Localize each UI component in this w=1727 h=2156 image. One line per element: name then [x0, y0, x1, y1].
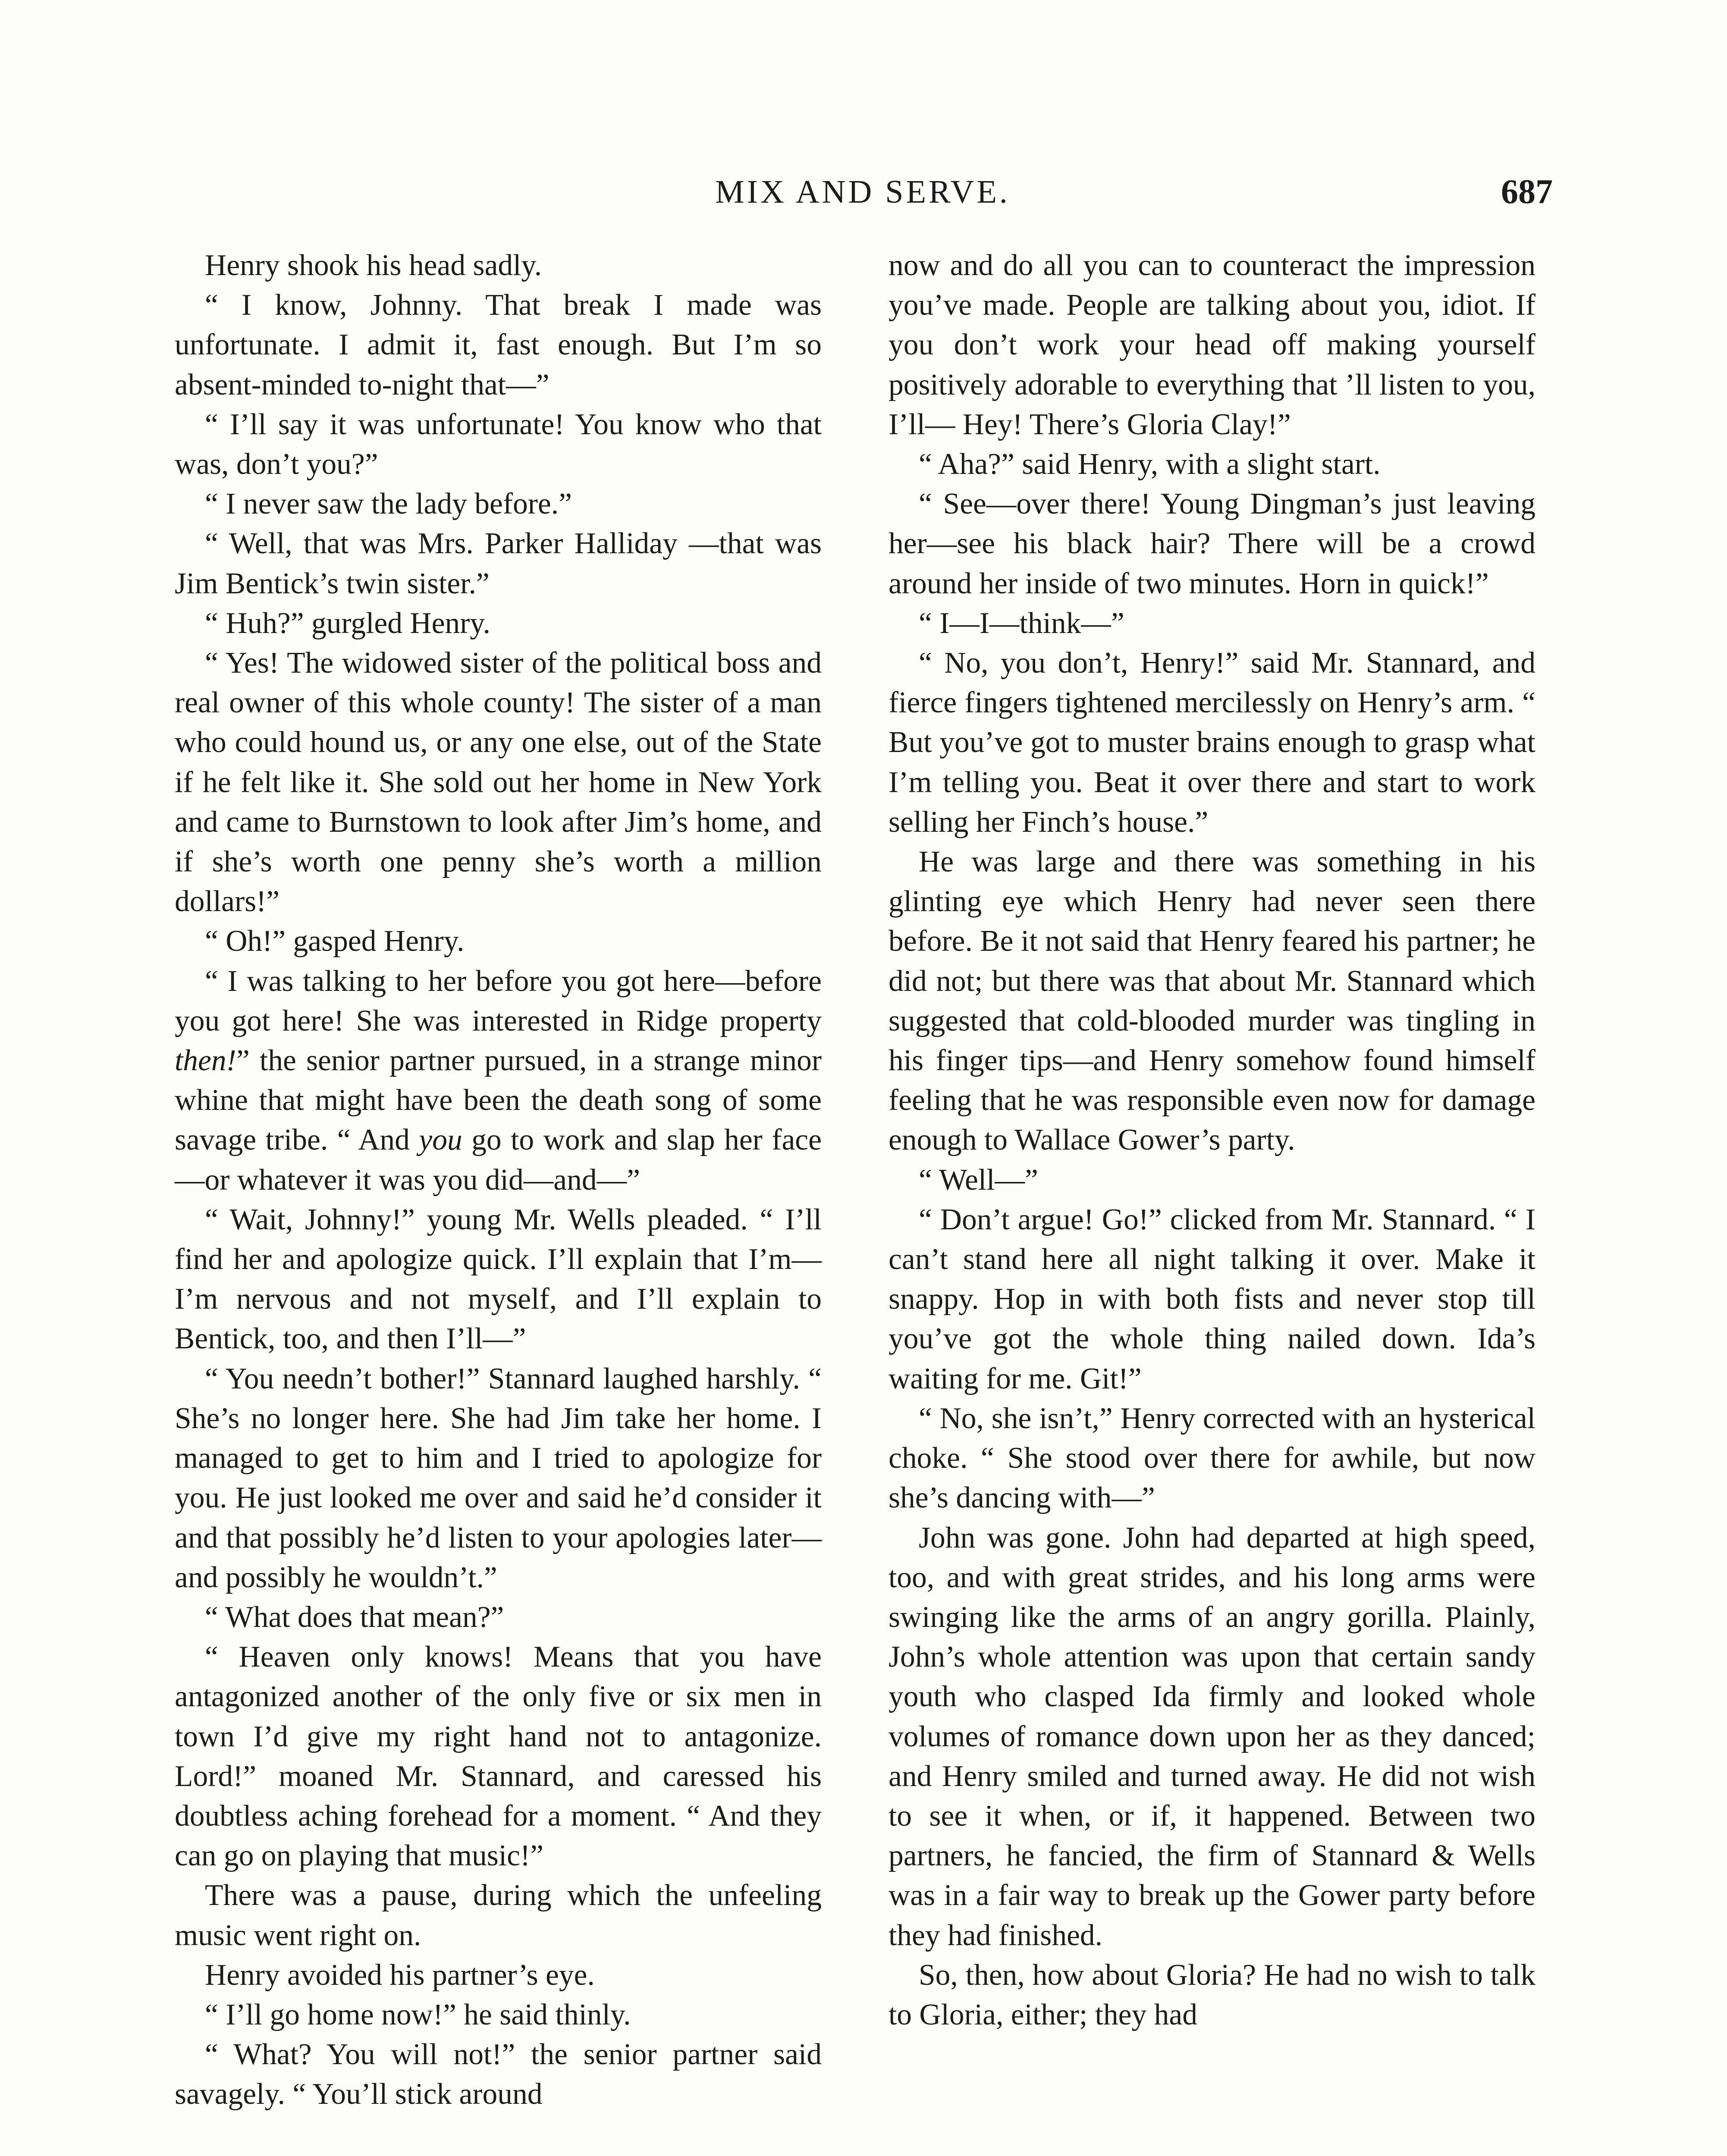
- paragraph: “ Huh?” gurgled Henry.: [205, 606, 490, 640]
- page-number: 687: [1501, 173, 1553, 211]
- paragraph: “ I never saw the lady before.”: [205, 487, 572, 521]
- paragraph: “ Heaven only knows! Means that you have antagonized another of the only five or six men in town I’d give my right hand not to antagonize. Lord!” moaned Mr. Stannard, and caressed his doubtless aching forehead for a moment. “ And they can go on playing that music!”: [175, 1640, 822, 1873]
- paragraph: So, then, how about Gloria? He had no wish to talk to Gloria, either; they had: [889, 1958, 1535, 2031]
- paragraph: There was a pause, during which the unfeeling music went right on.: [175, 1879, 822, 1952]
- emphasis-text: then!: [175, 1044, 236, 1078]
- paragraph: “ I’ll say it was unfortunate! You know who that was, don’t you?”: [175, 407, 822, 481]
- paragraph: “ You needn’t bother!” Stannard laughed harshly. “ She’s no longer here. She had Jim take her home. I managed to get to him and I tried to apologize for you. He just looked me over and said he’d consider it and that possibly he’d listen to your apologies later—and possibly he wouldn’t.”: [175, 1362, 822, 1594]
- paragraph: now and do all you can to counteract the impression you’ve made. People are talking about you, idiot. If you don’t work your head off making yourself positively adorable to everything that ’ll listen to you, I’ll— Hey! There’s Gloria Clay!”: [889, 249, 1535, 441]
- paragraph: “ I know, Johnny. That break I made was unfortunate. I admit it, fast enough. But I’m so absent-minded to-night that—”: [175, 288, 822, 401]
- page-header: [173, 168, 1553, 216]
- paragraph: Henry avoided his partner’s eye.: [205, 1958, 595, 1992]
- text-run: “ I was talking to her before you got here—before you got here! She was interested in Ridge property: [175, 964, 822, 1037]
- paragraph: “ Oh!” gasped Henry.: [205, 924, 465, 958]
- text-run: go to work and slap her face—or whatever it was you did—and—”: [175, 1123, 822, 1197]
- left-text-column: [175, 246, 822, 2115]
- paragraph: “ Well—”: [919, 1163, 1038, 1197]
- paragraph: “ Well, that was Mrs. Parker Halliday —that was Jim Bentick’s twin sister.”: [175, 527, 822, 600]
- paragraph: “ No, she isn’t,” Henry corrected with an hysterical choke. “ She stood over there for awhile, but now she’s dancing with—”: [889, 1401, 1535, 1515]
- emphasis-text: you: [419, 1123, 462, 1157]
- paragraph: He was large and there was something in his glinting eye which Henry had never seen there before. Be it not said that Henry feared his partner; he did not; but there was that about Mr. Stannard which suggested that cold-blooded murder was tingling in his finger tips—and Henry somehow found himself feeling that he was responsible even now for damage enough to Wallace Gower’s party.: [889, 845, 1535, 1157]
- paragraph: “ What does that mean?”: [205, 1600, 504, 1634]
- running-title: MIX AND SERVE.: [715, 174, 1010, 210]
- paragraph: “ I—I—think—”: [919, 606, 1124, 640]
- paragraph: [175, 962, 822, 1200]
- paragraph: “ See—over there! Young Dingman’s just leaving her—see his black hair? There will be a crowd around her inside of two minutes. Horn in quick!”: [889, 487, 1535, 600]
- paragraph: “ No, you don’t, Henry!” said Mr. Stannard, and fierce fingers tightened mercilessly on Henry’s arm. “ But you’ve got to muster brains enough to grasp what I’m telling you. Beat it over there and start to work selling her Finch’s house.”: [889, 646, 1535, 839]
- paragraph: “ Wait, Johnny!” young Mr. Wells pleaded. “ I’ll find her and apologize quick. I’ll explain that I’m—I’m nervous and not myself, and I’ll explain to Bentick, too, and then I’ll—”: [175, 1203, 822, 1356]
- paragraph: Henry shook his head sadly.: [205, 249, 542, 282]
- right-text-column: [889, 246, 1535, 2035]
- paragraph: “ Aha?” said Henry, with a slight start.: [919, 448, 1381, 481]
- paragraph: “ Yes! The widowed sister of the political boss and real owner of this whole county! The sister of a man who could hound us, or any one else, out of the State if he felt like it. She sold out her home in New York and came to Burnstown to look after Jim’s home, and if she’s worth one penny she’s worth a million dollars!”: [175, 646, 822, 918]
- text-run: ” the senior partner pursued, in a strange minor whine that might have been the death song of some savage tribe. “ And: [175, 1044, 822, 1157]
- paragraph: “ I’ll go home now!” he said thinly.: [205, 1998, 631, 2031]
- paragraph: “ What? You will not!” the senior partner said savagely. “ You’ll stick around: [175, 2038, 822, 2111]
- paragraph: “ Don’t argue! Go!” clicked from Mr. Stannard. “ I can’t stand here all night talking it over. Make it snappy. Hop in with both fists and never stop till you’ve got the whole thing nailed down. Ida’s waiting for me. Git!”: [889, 1203, 1535, 1395]
- paragraph: John was gone. John had departed at high speed, too, and with great strides, and his long arms were swinging like the arms of an angry gorilla. Plainly, John’s whole attention was upon that certain sandy youth who clasped Ida firmly and looked whole volumes of romance down upon her as they danced; and Henry smiled and turned away. He did not wish to see it when, or if, it happened. Between two partners, he fancied, the firm of Stannard & Wells was in a fair way to break up the Gower party before they had finished.: [889, 1521, 1535, 1952]
